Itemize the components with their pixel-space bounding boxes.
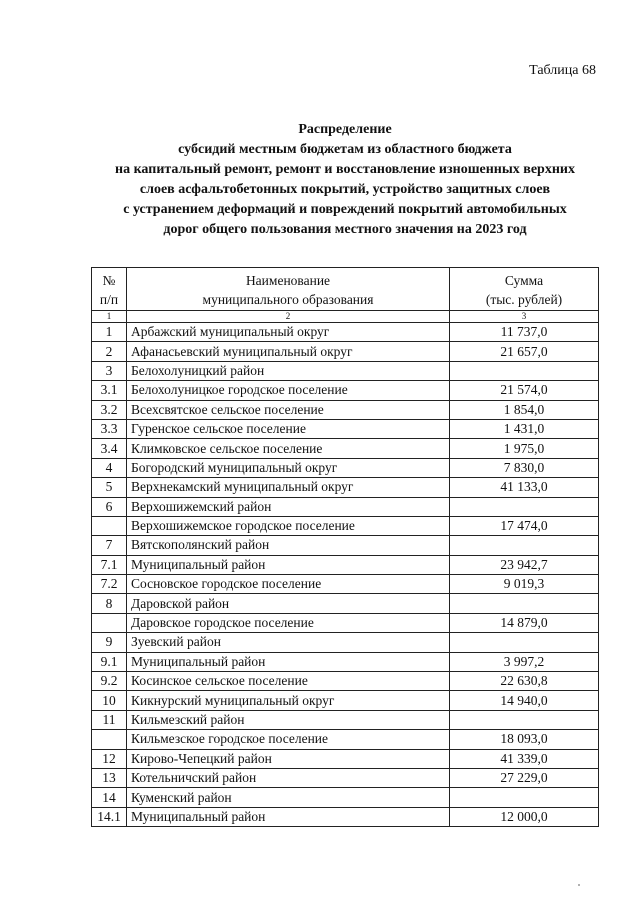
table-row xyxy=(92,555,599,574)
table-row xyxy=(92,400,599,419)
municipality-name-cell: Куменский район xyxy=(127,788,450,807)
column-number: 2 xyxy=(127,311,450,323)
row-number-cell xyxy=(92,516,127,535)
row-number-cell: 9.2 xyxy=(92,672,127,691)
title-line: с устранением деформаций и повреждений покрытий автомобильных xyxy=(123,202,567,217)
table-row xyxy=(92,672,599,691)
municipality-name-cell: Кикнурский муниципальный округ xyxy=(127,691,450,710)
header-number-line1: № xyxy=(102,273,116,288)
municipality-name-cell: Даровское городское поселение xyxy=(127,613,450,632)
amount-cell xyxy=(450,497,599,516)
table-row xyxy=(92,749,599,768)
amount-cell: 41 133,0 xyxy=(450,478,599,497)
table-row xyxy=(92,575,599,594)
row-number-cell: 11 xyxy=(92,710,127,729)
table-row xyxy=(92,516,599,535)
row-number-cell: 8 xyxy=(92,594,127,613)
table-row xyxy=(92,730,599,749)
amount-cell xyxy=(450,536,599,555)
municipality-name-cell: Зуевский район xyxy=(127,633,450,652)
document-title xyxy=(80,120,610,240)
table-body xyxy=(92,323,599,827)
table-row xyxy=(92,419,599,438)
row-number-cell: 14.1 xyxy=(92,807,127,826)
amount-cell: 12 000,0 xyxy=(450,807,599,826)
municipality-name-cell: Верхошижемский район xyxy=(127,497,450,516)
amount-cell: 21 574,0 xyxy=(450,381,599,400)
column-number: 3 xyxy=(450,311,599,323)
amount-cell: 11 737,0 xyxy=(450,323,599,342)
table-row xyxy=(92,768,599,787)
amount-cell: 9 019,3 xyxy=(450,575,599,594)
amount-cell xyxy=(450,633,599,652)
title-line: субсидий местным бюджетам из областного бюджета xyxy=(178,142,512,157)
row-number-cell: 3.1 xyxy=(92,381,127,400)
amount-cell: 21 657,0 xyxy=(450,342,599,361)
table-row xyxy=(92,478,599,497)
header-number xyxy=(92,268,127,311)
municipality-name-cell: Верхнекамский муниципальный округ xyxy=(127,478,450,497)
row-number-cell: 3.2 xyxy=(92,400,127,419)
amount-cell: 3 997,2 xyxy=(450,652,599,671)
municipality-name-cell: Арбажский муниципальный округ xyxy=(127,323,450,342)
row-number-cell: 7.1 xyxy=(92,555,127,574)
table-number-label: Таблица 68 xyxy=(529,63,596,78)
table-row xyxy=(92,633,599,652)
amount-cell: 7 830,0 xyxy=(450,458,599,477)
table-row xyxy=(92,807,599,826)
table-row xyxy=(92,361,599,380)
municipality-name-cell: Котельничский район xyxy=(127,768,450,787)
table-header-row xyxy=(92,268,599,311)
scan-speck xyxy=(578,884,580,886)
table-row xyxy=(92,691,599,710)
municipality-name-cell: Гуренское сельское поселение xyxy=(127,419,450,438)
row-number-cell: 3.4 xyxy=(92,439,127,458)
row-number-cell: 1 xyxy=(92,323,127,342)
header-number-line2: п/п xyxy=(99,292,119,307)
row-number-cell: 6 xyxy=(92,497,127,516)
row-number-cell: 9 xyxy=(92,633,127,652)
amount-cell xyxy=(450,361,599,380)
subsidy-table xyxy=(91,267,599,827)
table-row xyxy=(92,536,599,555)
municipality-name-cell: Даровской район xyxy=(127,594,450,613)
column-number: 1 xyxy=(92,311,127,323)
amount-cell: 23 942,7 xyxy=(450,555,599,574)
header-sum xyxy=(450,268,599,311)
municipality-name-cell: Белохолуницкий район xyxy=(127,361,450,380)
row-number-cell: 4 xyxy=(92,458,127,477)
municipality-name-cell: Муниципальный район xyxy=(127,807,450,826)
municipality-name-cell: Сосновское городское поселение xyxy=(127,575,450,594)
table-row xyxy=(92,788,599,807)
title-line: дорог общего пользования местного значения на 2023 год xyxy=(163,222,527,237)
row-number-cell: 9.1 xyxy=(92,652,127,671)
table-row xyxy=(92,497,599,516)
municipality-name-cell: Вятскополянский район xyxy=(127,536,450,555)
municipality-name-cell: Кильмезское городское поселение xyxy=(127,730,450,749)
table-row xyxy=(92,652,599,671)
table-row xyxy=(92,458,599,477)
municipality-name-cell: Климковское сельское поселение xyxy=(127,439,450,458)
row-number-cell: 5 xyxy=(92,478,127,497)
row-number-cell: 13 xyxy=(92,768,127,787)
amount-cell: 1 431,0 xyxy=(450,419,599,438)
title-line: слоев асфальтобетонных покрытий, устройство защитных слоев xyxy=(139,182,551,197)
table-row xyxy=(92,710,599,729)
municipality-name-cell: Муниципальный район xyxy=(127,652,450,671)
municipality-name-cell: Белохолуницкое городское поселение xyxy=(127,381,450,400)
title-line: Распределение xyxy=(298,122,392,137)
municipality-name-cell: Афанасьевский муниципальный округ xyxy=(127,342,450,361)
municipality-name-cell: Косинское сельское поселение xyxy=(127,672,450,691)
amount-cell: 14 879,0 xyxy=(450,613,599,632)
amount-cell xyxy=(450,594,599,613)
header-name-line2: муниципального образования xyxy=(202,292,374,307)
amount-cell: 41 339,0 xyxy=(450,749,599,768)
amount-cell xyxy=(450,710,599,729)
row-number-cell: 2 xyxy=(92,342,127,361)
municipality-name-cell: Муниципальный район xyxy=(127,555,450,574)
municipality-name-cell: Богородский муниципальный округ xyxy=(127,458,450,477)
row-number-cell xyxy=(92,730,127,749)
row-number-cell: 12 xyxy=(92,749,127,768)
table-row xyxy=(92,439,599,458)
amount-cell: 14 940,0 xyxy=(450,691,599,710)
row-number-cell xyxy=(92,613,127,632)
amount-cell: 18 093,0 xyxy=(450,730,599,749)
municipality-name-cell: Кирово-Чепецкий район xyxy=(127,749,450,768)
table-row xyxy=(92,323,599,342)
amount-cell: 1 854,0 xyxy=(450,400,599,419)
header-sum-line1: Сумма xyxy=(504,273,544,288)
row-number-cell: 3 xyxy=(92,361,127,380)
amount-cell: 17 474,0 xyxy=(450,516,599,535)
row-number-cell: 7.2 xyxy=(92,575,127,594)
row-number-cell: 3.3 xyxy=(92,419,127,438)
municipality-name-cell: Всехсвятское сельское поселение xyxy=(127,400,450,419)
amount-cell xyxy=(450,788,599,807)
table-row xyxy=(92,613,599,632)
amount-cell: 22 630,8 xyxy=(450,672,599,691)
header-sum-line2: (тыс. рублей) xyxy=(485,292,563,307)
table-row xyxy=(92,342,599,361)
amount-cell: 1 975,0 xyxy=(450,439,599,458)
row-number-cell: 10 xyxy=(92,691,127,710)
column-number-row xyxy=(92,311,599,323)
municipality-name-cell: Верхошижемское городское поселение xyxy=(127,516,450,535)
header-name xyxy=(127,268,450,311)
table-row xyxy=(92,381,599,400)
table-row xyxy=(92,594,599,613)
row-number-cell: 14 xyxy=(92,788,127,807)
title-line: на капитальный ремонт, ремонт и восстановление изношенных верхних xyxy=(115,162,575,177)
header-name-line1: Наименование xyxy=(245,273,331,288)
municipality-name-cell: Кильмезский район xyxy=(127,710,450,729)
amount-cell: 27 229,0 xyxy=(450,768,599,787)
row-number-cell: 7 xyxy=(92,536,127,555)
